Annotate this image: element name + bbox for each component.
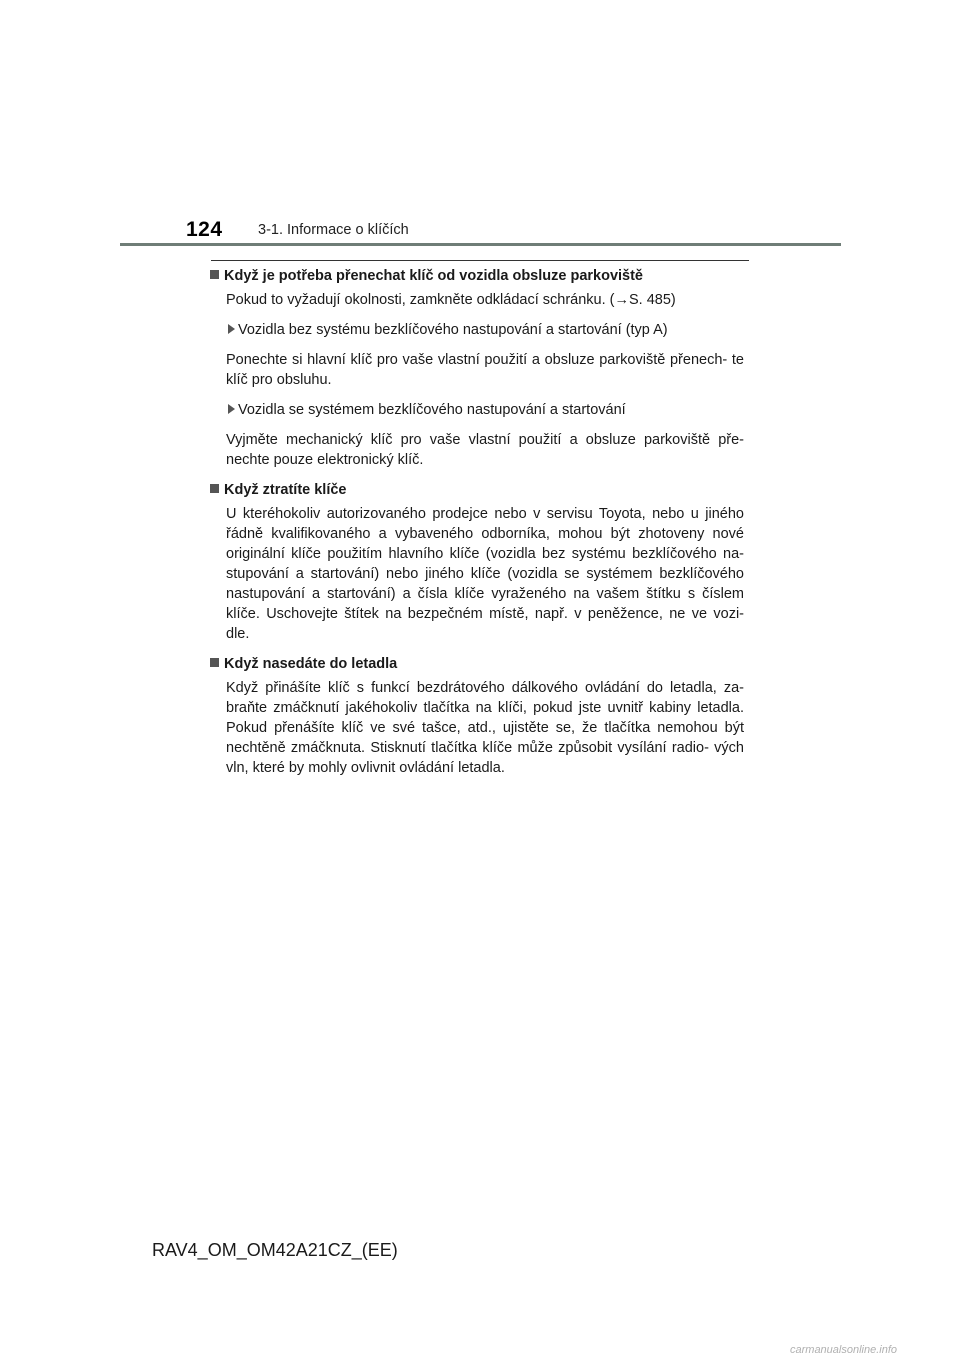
section-text: Když přinášíte klíč s funkcí bezdrátového dálkového ovládání do letadla, za- braňte zmáčknutí jakéhokoliv tlačítka na klíči, pokud jste uvnitř kabiny letadla. Pokud přenášíte klíč ve své tašce, atd., ujistěte se, že tlačítka nemohou být nechtěně zmáčknuta. Stisknutí tlačítka klíče může způsobit vysílání radio- vých vln, které by mohly ovlivnit ovládání letadla. [226, 680, 744, 776]
section-heading [210, 654, 744, 674]
section-title: 3-1. Informace o klíčích [258, 222, 409, 238]
watermark: carmanualsonline.info [790, 1344, 898, 1356]
sub-text: Vyjměte mechanický klíč pro vaše vlastní použití a obsluze parkoviště pře- nechte pouze elektronický klíč. [226, 432, 744, 468]
sub-item-no-smart-key [226, 320, 744, 340]
heading-text: Když nasedáte do letadla [224, 656, 398, 672]
section-text: U kteréhokoliv autorizovaného prodejce nebo v servisu Toyota, nebo u jiného řádně kvalifikovaného a vybaveného odborníka, mohou být zhotoveny nové originální klíče použitím hlavního klíče (vozidla bez systému bezklíčového na- stupování a startování) nebo jiného klíče (vozidla se systémem bezklíčového nastupování a startování) a čísla klíče vyraženého na vašem štítku s číslem klíče. Uschovejte štítek na bezpečném místě, např. v peněžence, ne ve vozi- dle. [226, 506, 744, 642]
document-code: RAV4_OM_OM42A21CZ_(EE) [152, 1240, 398, 1260]
heading-text: Když je potřeba přenechat klíč od vozidla obsluze parkoviště [224, 268, 643, 284]
triangle-bullet-icon [228, 324, 235, 334]
page-content [210, 266, 744, 778]
page-number: 124 [186, 218, 223, 241]
sub-label: Vozidla se systémem bezklíčového nastupování a startování [238, 402, 626, 418]
sub-text: Ponechte si hlavní klíč pro vaše vlastní použití a obsluze parkoviště přenech- te klíč pro obsluhu. [226, 352, 744, 388]
heading-text: Když ztratíte klíče [224, 482, 347, 498]
sub-label: Vozidla bez systému bezklíčového nastupování a startování (typ A) [238, 322, 668, 338]
section-lost-keys [210, 480, 744, 644]
content-top-rule [211, 260, 749, 261]
section-airplane [210, 654, 744, 778]
square-bullet-icon [210, 270, 219, 279]
section-intro: Pokud to vyžadují okolnosti, zamkněte odkládací schránku. (→S. 485) [226, 292, 676, 308]
section-valet-parking [210, 266, 744, 470]
triangle-bullet-icon [228, 404, 235, 414]
section-heading [210, 266, 744, 286]
square-bullet-icon [210, 484, 219, 493]
square-bullet-icon [210, 658, 219, 667]
header-rule [120, 243, 841, 246]
sub-item-smart-key [226, 400, 744, 420]
section-heading [210, 480, 744, 500]
